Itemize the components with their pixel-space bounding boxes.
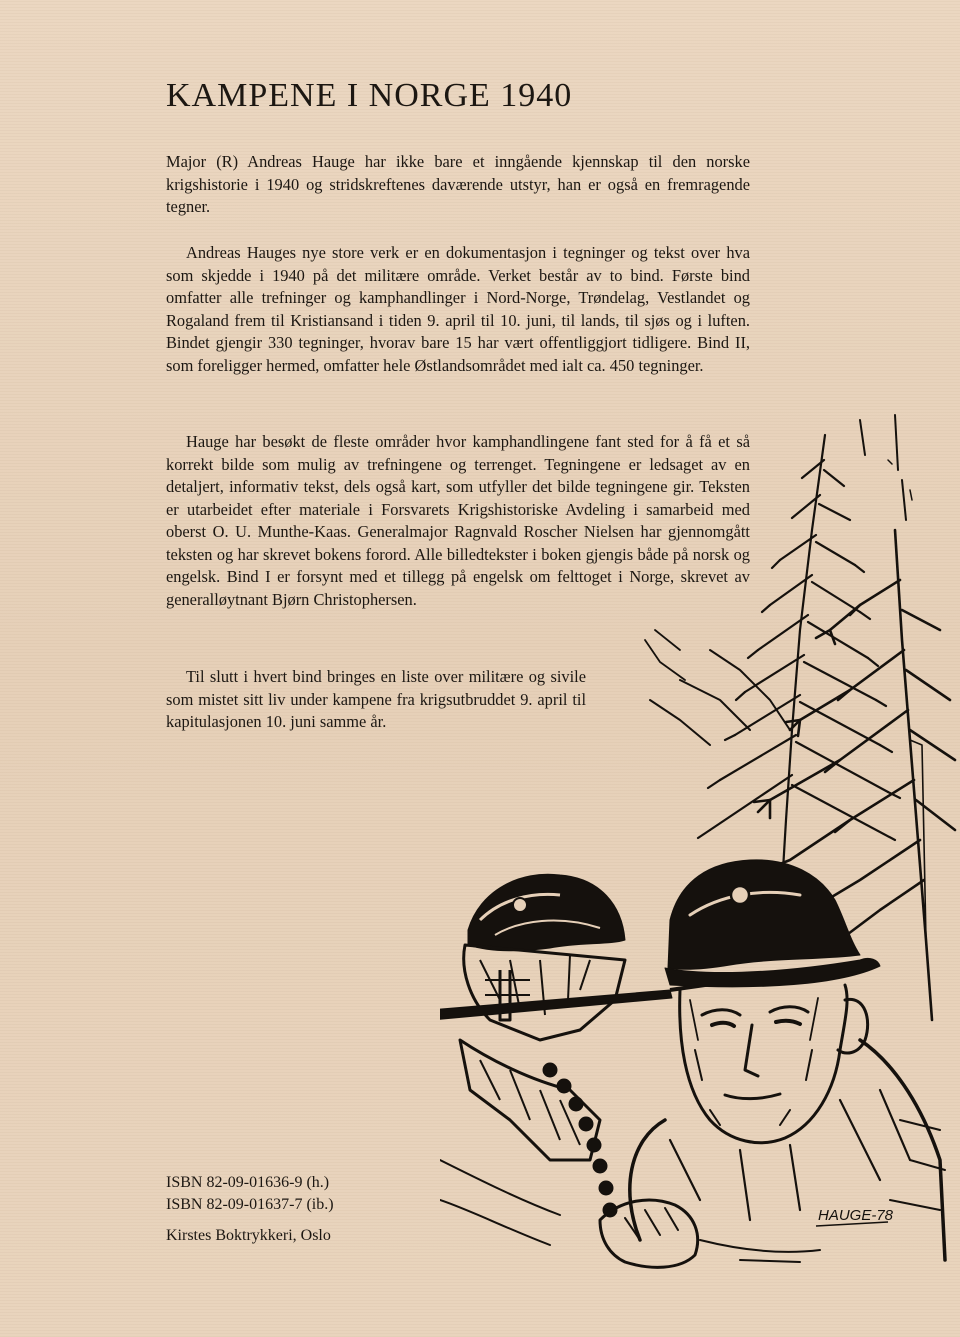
colophon: [166, 1172, 334, 1247]
paragraph-1-text: Major (R) Andreas Hauge har ikke bare et inngående kjennskap til den norske krigshistorie i 1940 og stridskreftenes daværende utstyr, han er også en fremragende tegner.: [166, 152, 750, 216]
right-soldier: [600, 860, 945, 1267]
isbn-hardcover: ISBN 82-09-01637-7 (ib.): [166, 1196, 334, 1213]
artist-signature: [816, 1207, 894, 1226]
paragraph-2-text: Andreas Hauges nye store verk er en dokumentasjon i tegninger og tekst over hva som skjedde i 1940 på det militære område. Verket består av to bind. Første bind omfatter alle trefninger og kamphandlinger i Nord-Norge, Trøndelag, Vestlandet og Rogaland frem til Kristiansand i tiden 9. april til 10. juni, til lands, til sjøs og i luften. Bindet gjengir 330 tegninger, hvorav bare 15 har vært offentliggjort tidligere. Bind II, som foreligger hermed, omfatter hele Østlandsområdet med ialt ca. 450 tegninger.: [166, 243, 750, 375]
paragraph-4-text: Til slutt i hvert bind bringes en liste over militære og sivile som mistet sitt liv under kampene fra krigsutbruddet 9. april til kapitulasjonen 10. juni samme år.: [166, 667, 586, 731]
printer-name: Kirstes Boktrykkeri, Oslo: [166, 1227, 331, 1244]
page-title: KAMPENE I NORGE 1940: [166, 77, 573, 114]
soldiers-tree-illustration: [440, 400, 960, 1280]
left-spruce-tree: [698, 435, 900, 920]
signature-text: HAUGE-78: [818, 1207, 894, 1224]
paragraph-2: [166, 242, 750, 377]
paragraph-3-text: Hauge har besøkt de fleste områder hvor kamphandlingene fant sted for å få et så korrekt bilde som mulig av trefningene og terrenget. Tegningene er ledsaget av en detaljert, informativ tekst, dels også kart, som utfyller det bilde tegningene gir. Teksten er utarbeidet efter materiale i Forsvarets Krigshistoriske Avdeling i samarbeid med oberst O. U. Munthe-Kaas. Generalmajor Ragnvald Roscher Nielsen har gjennomgått teksten og har skrevet bokens forord. Alle billedtekster i boken gjengis både på norsk og engelsk. Bind I er forsynt med et tillegg på engelsk om felttoget i Norge, skrevet av generalløytnant Bjørn Christophersen.: [166, 432, 750, 609]
isbn-paperback: ISBN 82-09-01636-9 (h.): [166, 1174, 330, 1191]
paragraph-1: [166, 151, 750, 219]
